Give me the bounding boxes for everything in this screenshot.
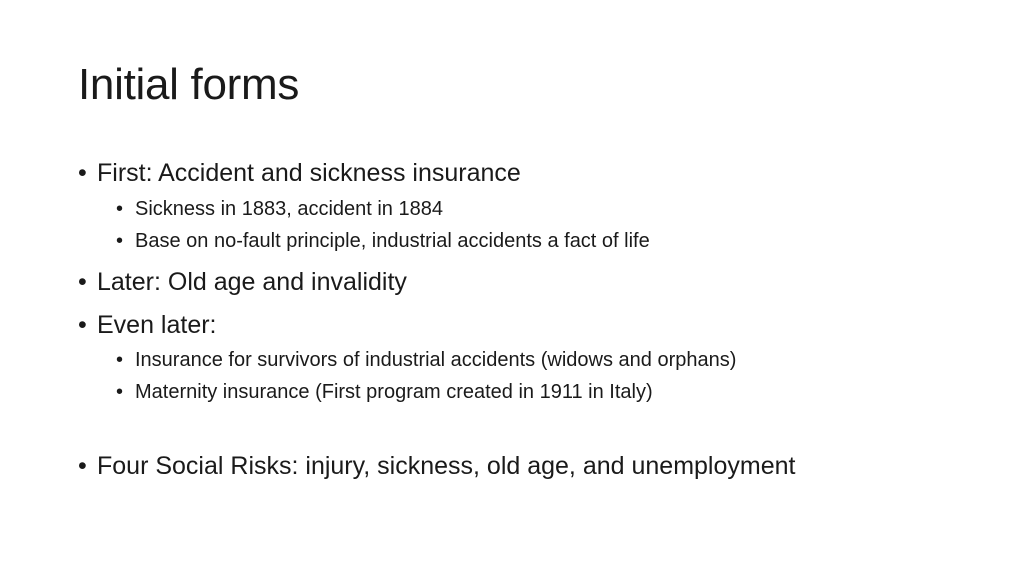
- bullet-text: Even later:: [97, 311, 217, 339]
- bullet-dot: •: [116, 349, 124, 371]
- bullet-text: Four Social Risks: injury, sickness, old age, and unemployment: [97, 452, 796, 480]
- bullet-dot: •: [78, 159, 87, 187]
- bullet-dot: •: [78, 452, 87, 480]
- bullet-dot: •: [116, 198, 124, 220]
- bullet-dot: •: [116, 381, 124, 403]
- bullet-text: First: Accident and sickness insurance: [97, 159, 521, 187]
- bullet-dot: •: [78, 268, 87, 296]
- slide-title: Initial forms: [78, 60, 300, 109]
- sub-bullet-text: Sickness in 1883, accident in 1884: [135, 198, 443, 220]
- bullet-text: Later: Old age and invalidity: [97, 268, 407, 296]
- sub-bullet-text: Base on no-fault principle, industrial accidents a fact of life: [135, 230, 650, 252]
- bullet-dot: •: [78, 311, 87, 339]
- sub-bullet-text: Maternity insurance (First program created in 1911 in Italy): [135, 381, 653, 403]
- sub-bullet-text: Insurance for survivors of industrial accidents (widows and orphans): [135, 349, 737, 371]
- bullet-dot: •: [116, 230, 124, 252]
